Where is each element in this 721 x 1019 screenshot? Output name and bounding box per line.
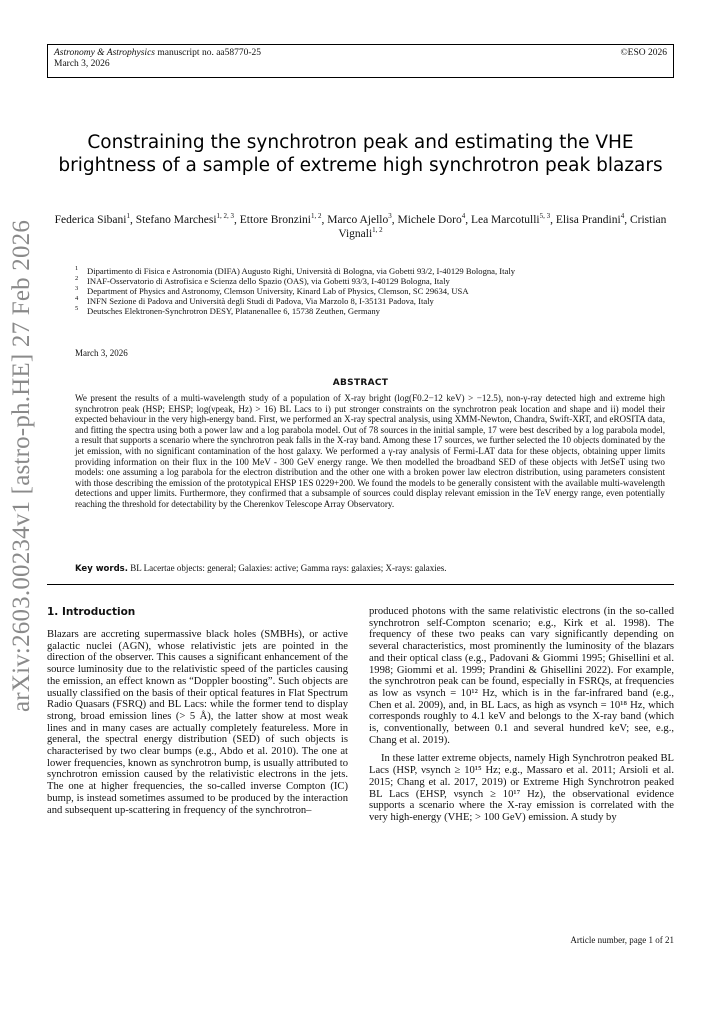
affiliation-number: 4 (75, 295, 79, 302)
section-heading: 1. Introduction (47, 606, 136, 618)
abstract-heading: ABSTRACT (332, 378, 389, 388)
right-column-paragraph-1: produced photons with the same relativistic electrons (in the so-called synchrotron self-Compton scenario; e.g., Kirk et al. 1998). The frequency of these two peaks can vary significantly depending on several characteristics, most prominently the luminosity of the blazars and their optical class (e.g., Padovani & Giommi 1995; Ghisellini et al. 1998; Giommi et al. 1999; Prandini & Ghisellini 2022). For example, the synchrotron peak can be found, especially in FSRQs, at frequencies as low as νsynch = 10¹² Hz, which is in the far-infrared band (e.g., Chen et al. 2009), and, in BL Lacs, as high as νsynch = 10¹⁸ Hz, which corresponds roughly to 4.1 keV and belongs to the X-ray band (which is, conventionally, between 0.1 and several hundred keV; see, e.g., Chang et al. 2019). (369, 606, 674, 746)
affiliation-text: INFN Sezione di Padova and Università degli Studi di Padova, Via Marzolo 8, I-35131 Padova, Italy (87, 296, 434, 306)
affiliation (75, 276, 665, 286)
author-name: Michele Doro (397, 214, 462, 226)
manuscript-number: manuscript no. aa58770-25 (157, 48, 262, 58)
author-name: Federica Sibani (54, 214, 127, 226)
right-column-paragraph-2: In these latter extreme objects, namely High Synchrotron peaked BL Lacs (HSP, νsynch ≥ 10¹⁵ Hz; e.g., Massaro et al. 2011; Arsioli et al. 2015; Chang et al. 2017, 2019) or Extreme High Synchrotron peaked BL Lacs (EHSP, νsynch ≥ 10¹⁷ Hz), the observational evidence supports a scenario where the X-ray emission is correlated with the very high-energy (VHE; > 100 GeV) emission. A study by (369, 753, 674, 823)
author-affiliation-mark: 4 (620, 212, 625, 221)
author-affiliation-mark: 1, 2 (311, 212, 322, 221)
author-name: Cristian Vignali (338, 214, 667, 240)
author-name: Elisa Prandini (555, 214, 621, 226)
author-affiliation-mark: 1, 2, 3 (216, 212, 235, 221)
author-affiliation-mark: 1 (126, 212, 130, 221)
affiliation-text: Deutsches Elektronen-Synchrotron DESY, Platanenallee 6, 15738 Zeuthen, Germany (87, 306, 380, 316)
author-affiliation-mark: 5, 3 (539, 212, 551, 221)
author-affiliation-mark: 4 (461, 212, 466, 221)
left-column (47, 629, 348, 816)
affiliation (75, 296, 665, 306)
author (55, 214, 130, 226)
author (136, 214, 234, 226)
affiliation-text: Dipartimento di Fisica e Astronomia (DIFA) Augusto Righi, Università di Bologna, via Gobetti 93/2, I-40129 Bologna, Italy (87, 266, 516, 276)
paper-title: Constraining the synchrotron peak and estimating the VHE brightness of a sample of extreme high synchrotron peak blazars (58, 132, 663, 176)
affiliation (75, 306, 665, 316)
header-date: March 3, 2026 (54, 59, 110, 69)
author (471, 214, 550, 226)
affiliation (75, 286, 665, 296)
journal-name: Astronomy & Astrophysics (54, 48, 155, 58)
keywords (75, 563, 665, 574)
author (240, 214, 322, 226)
affiliation-text: Department of Physics and Astronomy, Clemson University, Kinard Lab of Physics, Clemson, SC 29634, USA (87, 286, 469, 296)
author-affiliation-mark: 1, 2 (372, 226, 383, 235)
author-name: Stefano Marchesi (135, 214, 217, 226)
abstract-text: We present the results of a multi-wavelength study of a population of X-ray bright (log(F0.2−12 keV) > −12.5), non-γ-ray detected high and extreme high synchrotron peak (HSP; EHSP; log(νpeak, Hz) > 16) BL Lacs to i) put stronger constraints on the synchrotron peak location and shape and ii) model their expected behaviour in the very high-energy band. First, we performed an X-ray spectral analysis, using XMM-Newton, Chandra, Swift-XRT, and eROSITA data, and fitting the spectra using both a power law and a log parabola model. Out of 78 sources in the initial sample, 17 were best described by a log parabola model, a result that supports a scenario where the synchrotron peak falls in the X-ray band. Among these 17 sources, we further selected the 10 objects dominated by the jet emission, with no significant contamination of the host galaxy. We performed a γ-ray analysis of Fermi-LAT data for these objects, obtaining upper limits providing information on their flux in the 100 MeV - 300 GeV energy range. We then modelled the broadband SED of these objects with JetSeT using two models: one assuming a log parabola for the electron distribution and the other one with a broken power law electron distribution, using parameters consistent with those describing the emission of the prototypical EHSP 1ES 0229+200. We found the models to be generally consistent with the available multi-wavelength detections and upper limits. Furthermore, they confirmed that a subsample of sources could display relevant emission in the TeV energy range, even potentially reaching the threshold for detectability by the Cherenkov Telescope Array Observatory. (75, 393, 665, 509)
affiliation (75, 266, 665, 276)
author (398, 214, 466, 226)
left-column-paragraph: Blazars are accreting supermassive black holes (SMBHs), or active galactic nuclei (AGN), whose relativistic jets are pointed in the direction of the observer. This causes a significant enhancement of the source luminosity due to the relativistic speed of the particles causing the emission, an effect known as “Doppler boosting”. Such objects are usually classified on the basis of their optical features in Flat Spectrum Radio Quasars (FSRQ) and BL Lacs: while the former tend to display strong, broad emission lines (> 5 Å), the latter show at most weak lines and in many cases are actually completely featureless. More in general, the spectral energy distribution (SED) of such objects is characterised by two clear bumps (e.g., Abdo et al. 2010). The one at lower frequencies, known as synchrotron bump, is usually attributed to synchrotron emission caused by the relativistic electrons in the jets. The one at higher frequencies, the so-called inverse Compton (IC) bump, is instead sometimes assumed to be produced by the interaction and subsequent up-scattering in frequency of the synchrotron– (47, 629, 348, 816)
author (556, 214, 624, 226)
paper-date: March 3, 2026 (75, 348, 128, 358)
running-header (47, 44, 674, 78)
affiliation-number: 2 (75, 275, 79, 282)
copyright: ©ESO 2026 (620, 48, 667, 58)
affiliation-number: 1 (75, 265, 79, 272)
arxiv-stamp: arXiv:2603.00234v1 [astro-ph.HE] 27 Feb 2026 (8, 219, 35, 712)
author-name: Marco Ajello (327, 214, 389, 226)
affiliation-number: 3 (75, 285, 79, 292)
author-name: Ettore Bronzini (239, 214, 311, 226)
affiliation-number: 5 (75, 305, 79, 312)
section-divider (47, 584, 674, 585)
author-name: Lea Marcotulli (470, 214, 540, 226)
page-footer: Article number, page 1 of 21 (570, 935, 674, 945)
keywords-text: BL Lacertae objects: general; Galaxies: active; Gamma rays: galaxies; X-rays: galaxies. (130, 563, 447, 573)
author-list: Federica Sibani$^1$, Stefano Marchesi$^{1, 2, 3}$, Ettore Bronzini$^{1, 2}$, Marco Ajello$^3$, Michele Doro$^4$, Lea Marcotulli$^{5, 3}$, Elisa Prandini$^4$, Cristian Vignali$^{1, 2}$ (54, 212, 667, 240)
right-column (369, 606, 674, 824)
author (327, 214, 392, 226)
keywords-label: Key words. (75, 564, 128, 574)
author-affiliation-mark: 3 (388, 212, 392, 221)
affiliation-list (75, 266, 665, 316)
affiliation-text: INAF-Osservatorio di Astrofisica e Scienza dello Spazio (OAS), via Gobetti 93/3, I-40129 Bologna, Italy (87, 276, 450, 286)
